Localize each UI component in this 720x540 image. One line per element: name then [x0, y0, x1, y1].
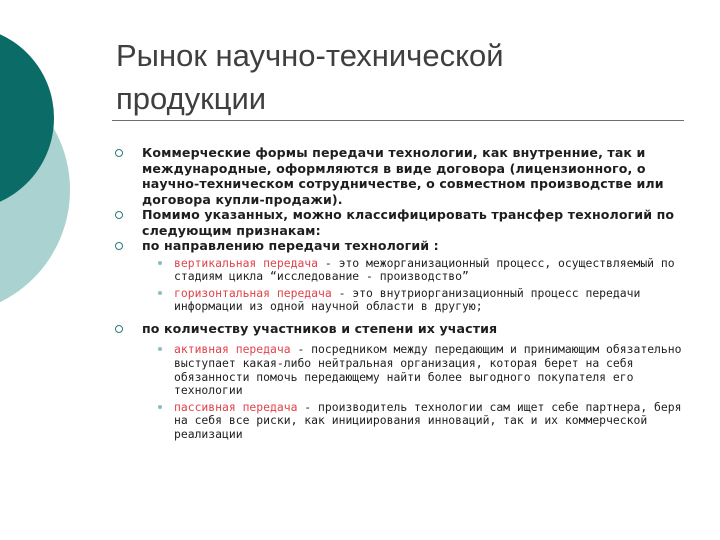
ring-bullet-icon [115, 149, 123, 157]
bullet-text: Помимо указанных, можно классифицировать трансфер технологий по следующим признакам: [142, 207, 675, 238]
slide-content [112, 145, 684, 442]
subitem-horizontal-transfer [112, 287, 684, 314]
subitem-text: - производитель технологии сам ищет себе партнера, беря на себя все риски, как инициирования инноваций, так и их коммерческой реализации [174, 399, 682, 441]
term-label: пассивная передача [174, 399, 298, 414]
title-line-2: продукции [116, 81, 267, 116]
page-title [116, 34, 696, 120]
dot-bullet-icon [158, 261, 162, 265]
term-label: вертикальная передача [174, 255, 319, 270]
title-divider [112, 120, 684, 121]
term-label: горизонтальная передача [174, 285, 332, 300]
decorative-circles [0, 0, 110, 540]
dot-bullet-icon [158, 405, 162, 409]
ring-bullet-icon [115, 211, 123, 219]
ring-bullet-icon [115, 325, 123, 333]
dark-teal-circle [0, 26, 54, 210]
subitem-text: - это внутриорганизационный процесс передачи информации из одной научной области в другую; [174, 285, 641, 314]
subitem-passive-transfer [112, 401, 684, 442]
dot-bullet-icon [158, 291, 162, 295]
subitem-text: - это межорганизационный процесс, осуществляемый по стадиям цикла “исследование - производство” [174, 255, 675, 284]
light-teal-circle [0, 65, 70, 315]
bullet-by-direction [112, 238, 684, 254]
subitem-active-transfer [112, 343, 684, 397]
title-line-1: Рынок научно-технической [116, 38, 504, 73]
bullet-text: по количеству участников и степени их участия [142, 320, 498, 336]
dot-bullet-icon [158, 347, 162, 351]
bullet-text: по направлению передачи технологий : [142, 238, 439, 253]
subitem-vertical-transfer [112, 257, 684, 284]
subitem-text: - посредником между передающим и принимающим обязательно выступает какая-либо нейтральная организация, которая берет на себя обязанности помочь передающему найти более выгодного покупателя его технологии [174, 342, 682, 398]
bullet-text: Коммерческие формы передачи технологии, как внутренние, так и международные, оформляются в виде договора (лицензионного, о научно-техническом сотрудничестве, о совместном производстве или договора купли-продажи). [142, 145, 664, 207]
bullet-classification [112, 207, 684, 238]
bullet-commercial-forms [112, 145, 684, 207]
ring-bullet-icon [115, 242, 123, 250]
bullet-by-participants [112, 321, 684, 337]
term-label: активная передача [174, 342, 291, 357]
